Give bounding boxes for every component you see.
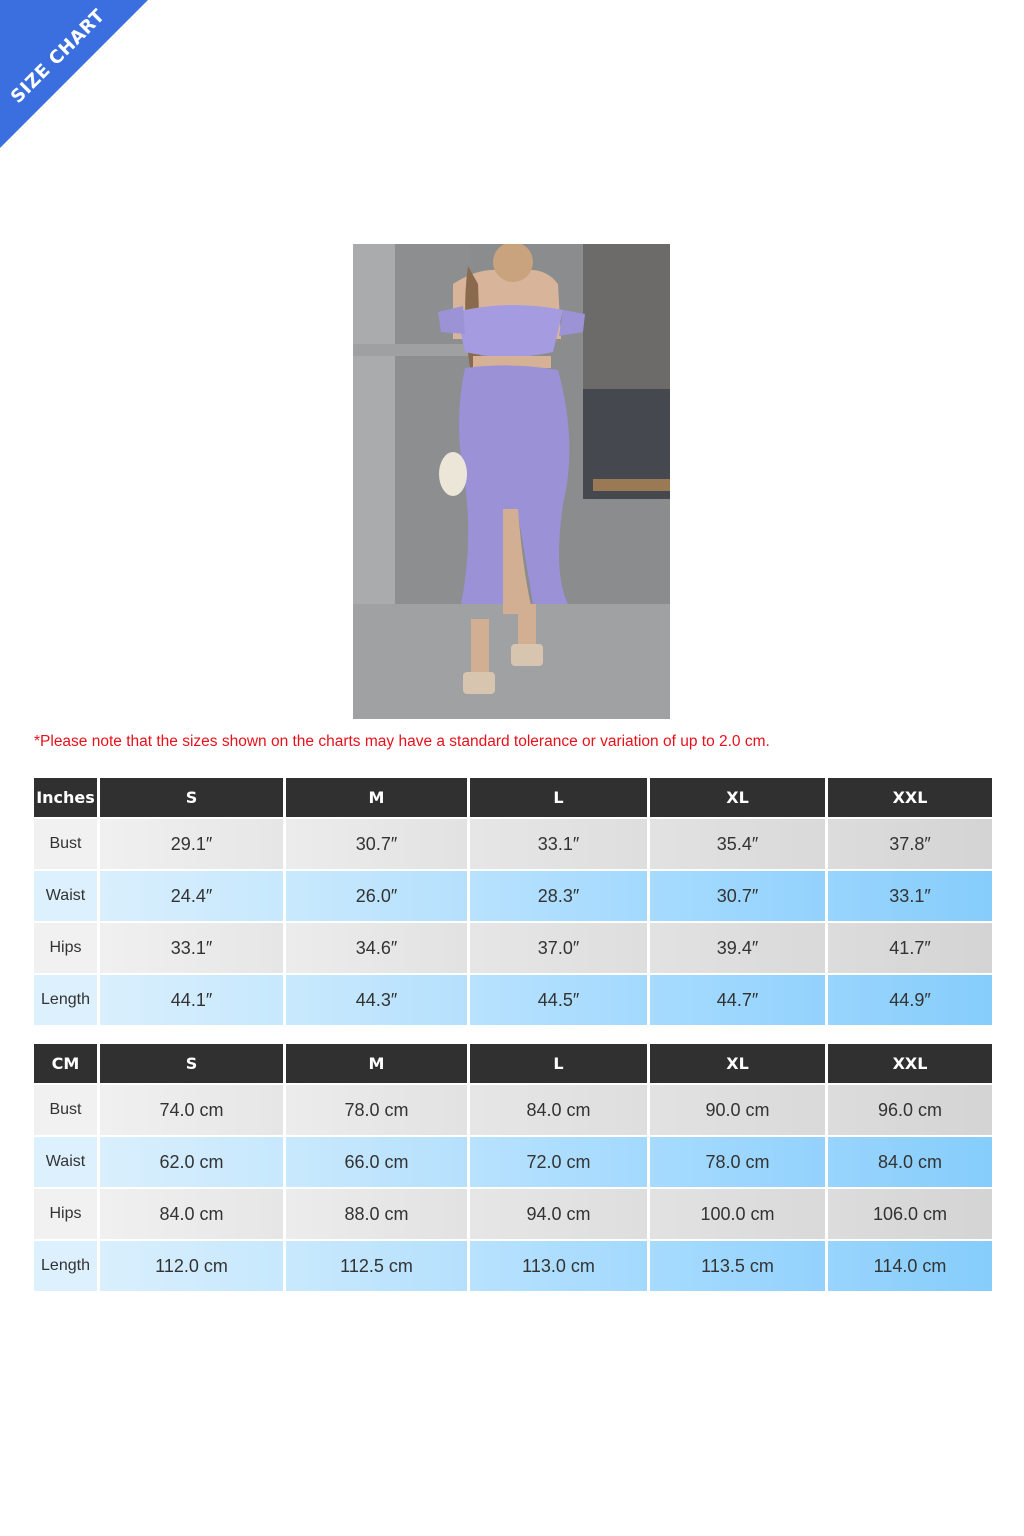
table-cell: 106.0 cm: [828, 1189, 992, 1239]
size-header-xl: XL: [650, 1044, 825, 1083]
unit-header: Inches: [34, 778, 97, 817]
row-label-length: Length: [34, 1241, 97, 1291]
table-cell: 113.5 cm: [650, 1241, 825, 1291]
table-cell: 84.0 cm: [828, 1137, 992, 1187]
size-tolerance-note: *Please note that the sizes shown on the charts may have a standard tolerance or variation of up to 2.0 cm.: [34, 733, 770, 750]
table-cell: 100.0 cm: [650, 1189, 825, 1239]
table-cell: 24.4″: [100, 871, 283, 921]
table-cell: 44.1″: [100, 975, 283, 1025]
row-label-length: Length: [34, 975, 97, 1025]
size-table-cm: [34, 1044, 989, 1291]
size-header-m: M: [286, 778, 467, 817]
table-cell: 112.5 cm: [286, 1241, 467, 1291]
size-header-s: S: [100, 1044, 283, 1083]
table-cell: 74.0 cm: [100, 1085, 283, 1135]
table-cell: 88.0 cm: [286, 1189, 467, 1239]
table-cell: 78.0 cm: [650, 1137, 825, 1187]
size-table-inches: [34, 778, 989, 1025]
table-cell: 33.1″: [470, 819, 647, 869]
table-cell: 44.3″: [286, 975, 467, 1025]
row-label-bust: Bust: [34, 1085, 97, 1135]
table-cell: 34.6″: [286, 923, 467, 973]
table-cell: 35.4″: [650, 819, 825, 869]
table-cell: 66.0 cm: [286, 1137, 467, 1187]
table-cell: 84.0 cm: [100, 1189, 283, 1239]
table-cell: 41.7″: [828, 923, 992, 973]
row-label-bust: Bust: [34, 819, 97, 869]
table-cell: 33.1″: [100, 923, 283, 973]
table-cell: 94.0 cm: [470, 1189, 647, 1239]
table-cell: 30.7″: [650, 871, 825, 921]
table-cell: 39.4″: [650, 923, 825, 973]
table-cell: 78.0 cm: [286, 1085, 467, 1135]
badge-triangle: [0, 0, 148, 148]
badge-label: SIZE CHART: [6, 5, 110, 108]
table-cell: 28.3″: [470, 871, 647, 921]
size-header-l: L: [470, 1044, 647, 1083]
row-label-hips: Hips: [34, 923, 97, 973]
product-photo: [353, 244, 670, 719]
table-cell: 30.7″: [286, 819, 467, 869]
table-cell: 113.0 cm: [470, 1241, 647, 1291]
table-cell: 29.1″: [100, 819, 283, 869]
unit-header: CM: [34, 1044, 97, 1083]
model-dress-illustration: [353, 244, 670, 719]
size-header-xl: XL: [650, 778, 825, 817]
table-cell: 90.0 cm: [650, 1085, 825, 1135]
table-cell: 112.0 cm: [100, 1241, 283, 1291]
row-label-waist: Waist: [34, 871, 97, 921]
size-header-xxl: XXL: [828, 778, 992, 817]
size-header-l: L: [470, 778, 647, 817]
row-label-waist: Waist: [34, 1137, 97, 1187]
size-header-m: M: [286, 1044, 467, 1083]
table-cell: 44.5″: [470, 975, 647, 1025]
size-header-xxl: XXL: [828, 1044, 992, 1083]
size-header-s: S: [100, 778, 283, 817]
table-cell: 84.0 cm: [470, 1085, 647, 1135]
table-cell: 33.1″: [828, 871, 992, 921]
table-cell: 37.8″: [828, 819, 992, 869]
table-cell: 96.0 cm: [828, 1085, 992, 1135]
row-label-hips: Hips: [34, 1189, 97, 1239]
table-cell: 44.7″: [650, 975, 825, 1025]
size-chart-corner-badge: [0, 0, 148, 148]
table-cell: 26.0″: [286, 871, 467, 921]
table-cell: 44.9″: [828, 975, 992, 1025]
table-cell: 62.0 cm: [100, 1137, 283, 1187]
table-cell: 37.0″: [470, 923, 647, 973]
table-cell: 114.0 cm: [828, 1241, 992, 1291]
table-cell: 72.0 cm: [470, 1137, 647, 1187]
